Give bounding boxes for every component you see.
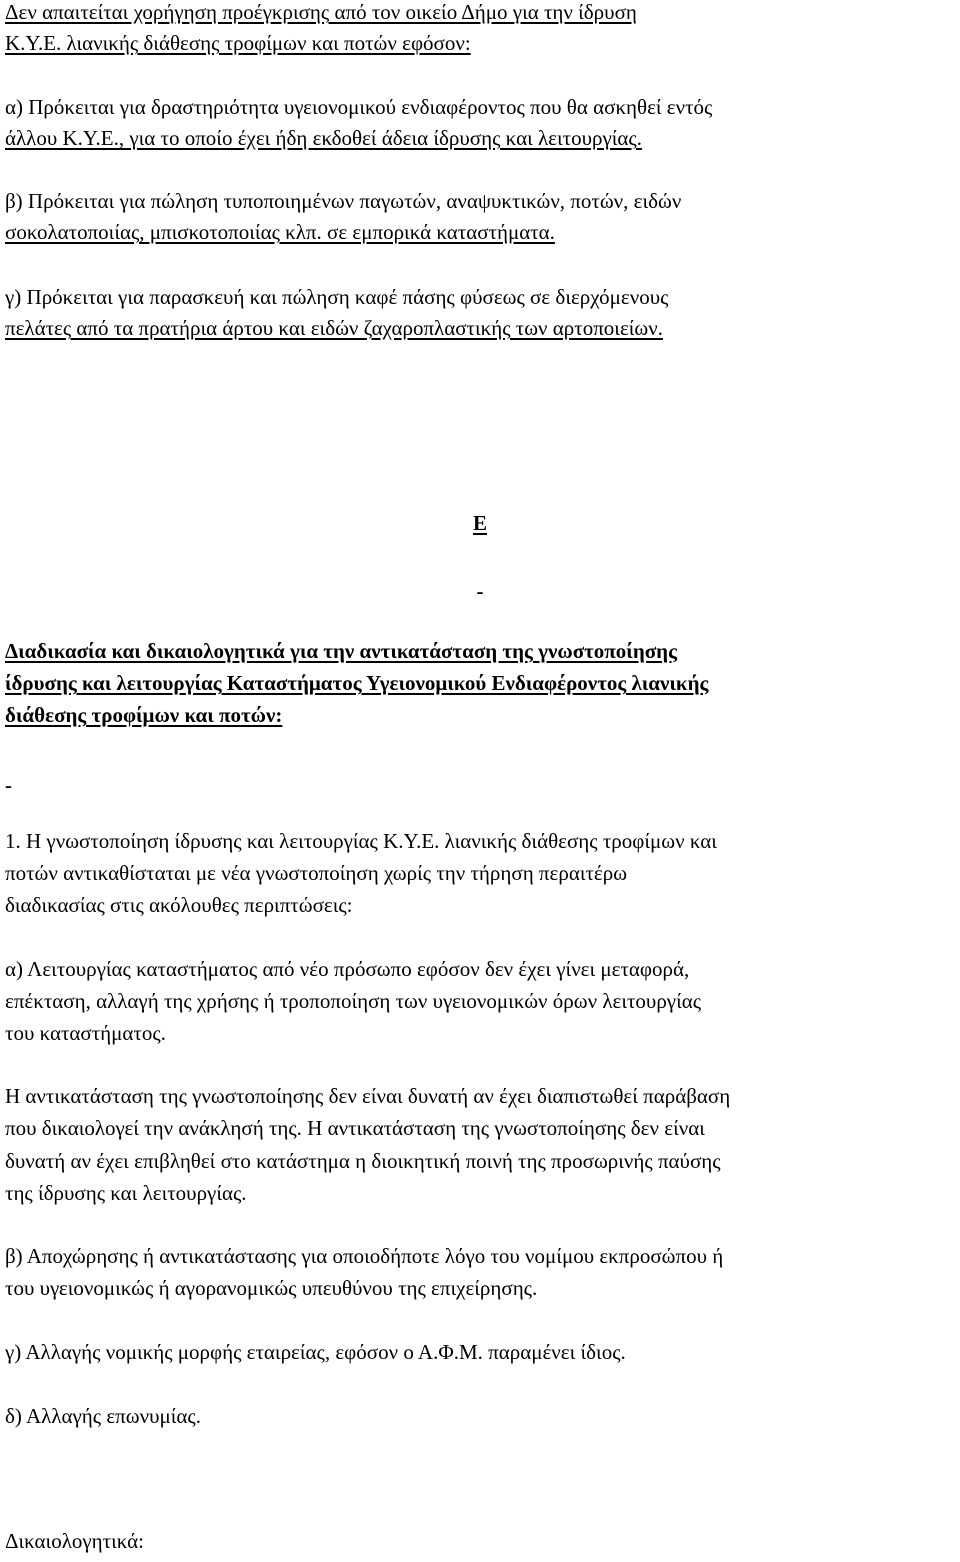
condition-c-line-2: πελάτες από τα πρατήρια άρτου και ειδών ζαχαροπλαστικής των αρτοποιείων. <box>5 316 663 340</box>
restriction-line-4: της ίδρυσης και λειτουργίας. <box>5 1181 247 1205</box>
restriction-line-3: δυνατή αν έχει επιβληθεί στο κατάστημα η διοικητική ποινή της προσωρινής παύσης <box>5 1149 721 1173</box>
header-line-2: Κ.Υ.Ε. λιανικής διάθεσης τροφίμων και ποτών εφόσον: <box>5 31 471 55</box>
section-letter: Ε <box>472 511 487 535</box>
paragraph-1-line-3: διαδικασίας στις ακόλουθες περιπτώσεις: <box>5 893 353 917</box>
header-line-1: Δεν απαιτείται χορήγηση προέγκρισης από τον οικείο Δήμο για την ίδρυση <box>5 0 637 24</box>
condition-c-line-1: γ) Πρόκειται για παρασκευή και πώληση καφέ πάσης φύσεως σε διερχόμενους <box>5 285 669 309</box>
case-b-line-1: β) Αποχώρησης ή αντικατάστασης για οποιοδήποτε λόγο του νομίμου εκπροσώπου ή <box>5 1244 724 1268</box>
documents-heading: Δικαιολογητικά: <box>5 1529 144 1553</box>
section-title-line-1: Διαδικασία και δικαιολογητικά για την αντικατάσταση της γνωστοποίησης <box>5 639 677 663</box>
case-a-line-1: α) Λειτουργίας καταστήματος από νέο πρόσωπο εφόσον δεν έχει γίνει μεταφορά, <box>5 957 690 981</box>
section-title-line-2: ίδρυσης και λειτουργίας Καταστήματος Υγειονομικού Ενδιαφέροντος λιανικής <box>5 671 709 695</box>
paragraph-1-line-2: ποτών αντικαθίσταται με νέα γνωστοποίηση χωρίς την τήρηση περαιτέρω <box>5 861 628 885</box>
case-b-line-2: του υγειονομικώς ή αγορανομικώς υπευθύνου της επιχείρησης. <box>5 1276 538 1300</box>
restriction-line-1: Η αντικατάσταση της γνωστοποίησης δεν είναι δυνατή αν έχει διαπιστωθεί παράβαση <box>5 1084 731 1108</box>
section-dash: - <box>476 579 484 603</box>
case-c-line-1: γ) Αλλαγής νομικής μορφής εταιρείας, εφόσον ο Α.Φ.Μ. παραμένει ίδιος. <box>5 1340 626 1364</box>
paragraph-1-line-1: 1. Η γνωστοποίηση ίδρυσης και λειτουργίας Κ.Υ.Ε. λιανικής διάθεσης τροφίμων και <box>5 829 717 853</box>
condition-a-line-1: α) Πρόκειται για δραστηριότητα υγειονομικού ενδιαφέροντος που θα ασκηθεί εντός <box>5 95 713 119</box>
case-d-line-1: δ) Αλλαγής επωνυμίας. <box>5 1404 201 1428</box>
section-title-line-3: διάθεσης τροφίμων και ποτών: <box>5 703 283 727</box>
case-a-line-3: του καταστήματος. <box>5 1021 166 1045</box>
section-dash-2: - <box>5 773 12 797</box>
case-a-line-2: επέκταση, αλλαγή της χρήσης ή τροποποίηση των υγειονομικών όρων λειτουργίας <box>5 989 702 1013</box>
condition-b-line-1: β) Πρόκειται για πώληση τυποποιημένων παγωτών, αναψυκτικών, ποτών, ειδών <box>5 189 682 213</box>
condition-b-line-2: σοκολατοποιίας, μπισκοτοποιίας κλπ. σε εμπορικά καταστήματα. <box>5 220 555 244</box>
restriction-line-2: που δικαιολογεί την ανάκλησή της. Η αντικατάσταση της γνωστοποίησης δεν είναι <box>5 1116 705 1140</box>
condition-a-line-2: άλλου Κ.Υ.Ε., για το οποίο έχει ήδη εκδοθεί άδεια ίδρυσης και λειτουργίας. <box>5 126 642 150</box>
